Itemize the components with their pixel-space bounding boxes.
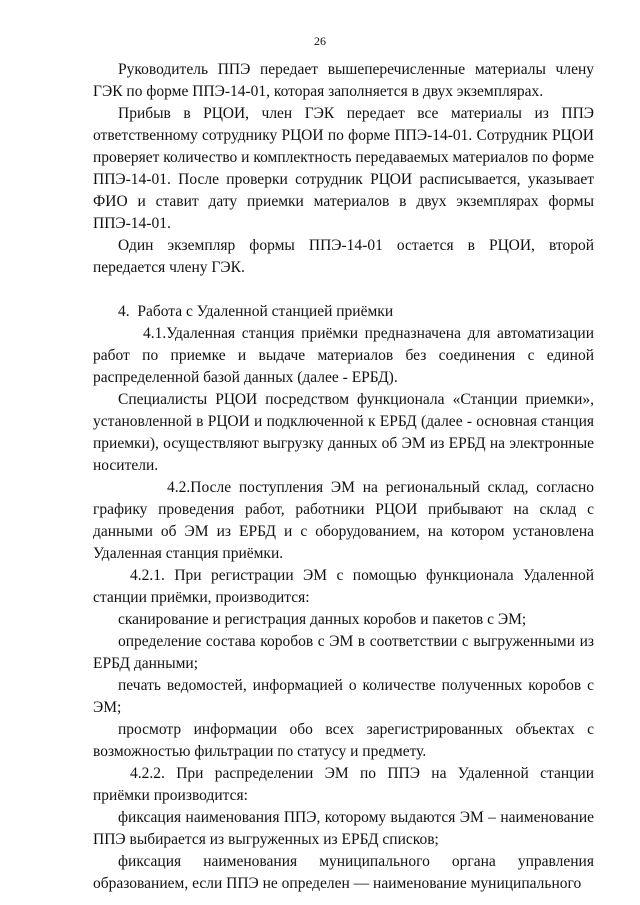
list-item [93,763,594,807]
item-number: 4.2.2. [130,765,165,782]
page-number: 26 [314,34,326,48]
list-item: просмотр информации обо всех зарегистрированных объектах с возможностью фильтрации по статусу и предмету. [93,721,594,760]
list-item: сканирование и регистрация данных коробов и пакетов с ЭМ; [118,611,527,628]
section-number: 4. [118,303,130,320]
item-number: 4.2. [167,479,191,496]
list-item [93,565,594,609]
section-title: Работа с Удаленной станцией приёмки [137,303,394,320]
section-heading [93,301,594,323]
list-item [93,477,594,565]
item-number: 4.1. [143,325,167,342]
item-text: После поступления ЭМ на региональный склад, согласно графику проведения работ, работники РЦОИ прибывают на склад с данными об ЭМ из ЕРБД и с оборудованием, на котором установлена Удаленная станция приёмки. [93,479,594,562]
list-item [93,323,594,389]
list-item: печать ведомостей, информацией о количестве полученных коробов с ЭМ; [93,677,594,716]
list-item: определение состава коробов с ЭМ в соответствии с выгруженными из ЕРБД данными; [93,633,594,672]
paragraph: Прибыв в РЦОИ, член ГЭК передает все материалы из ППЭ ответственному сотруднику РЦОИ по форме ППЭ-14-01. Сотрудник РЦОИ проверяет количество и комплектность передаваемых материалов по форме ППЭ-14-01. После проверки сотрудник РЦОИ расписывается, указывает ФИО и ставит дату приемки материалов в двух экземплярах формы ППЭ-14-01. [93,105,594,232]
item-text: При регистрации ЭМ с помощью функционала Удаленной станции приёмки, производится: [93,567,594,606]
paragraph: Специалисты РЦОИ посредством функционала «Станции приемки», установленной в РЦОИ и подключенной к ЕРБД (далее - основная станция приемки), осуществляют выгрузку данных об ЭМ из ЕРБД на электронные носители. [93,391,594,474]
item-text: Удаленная станция приёмки предназначена для автоматизации работ по приемке и выдаче материалов без соединения с единой распределенной базой данных (далее - ЕРБД). [93,325,594,386]
paragraph: Руководитель ППЭ передает вышеперечисленные материалы члену ГЭК по форме ППЭ-14-01, которая заполняется в двух экземплярах. [93,61,594,100]
document-body [93,59,594,895]
item-number: 4.2.1. [130,567,165,584]
item-text: При распределении ЭМ по ППЭ на Удаленной станции приёмки производится: [93,765,594,804]
list-item: фиксация наименования муниципального органа управления образованием, если ППЭ не определен — наименование муниципального [93,853,594,892]
list-item: фиксация наименования ППЭ, которому выдаются ЭМ – наименование ППЭ выбирается из выгруженных из ЕРБД списков; [93,809,594,848]
paragraph: Один экземпляр формы ППЭ-14-01 остается в РЦОИ, второй передается члену ГЭК. [93,237,594,276]
